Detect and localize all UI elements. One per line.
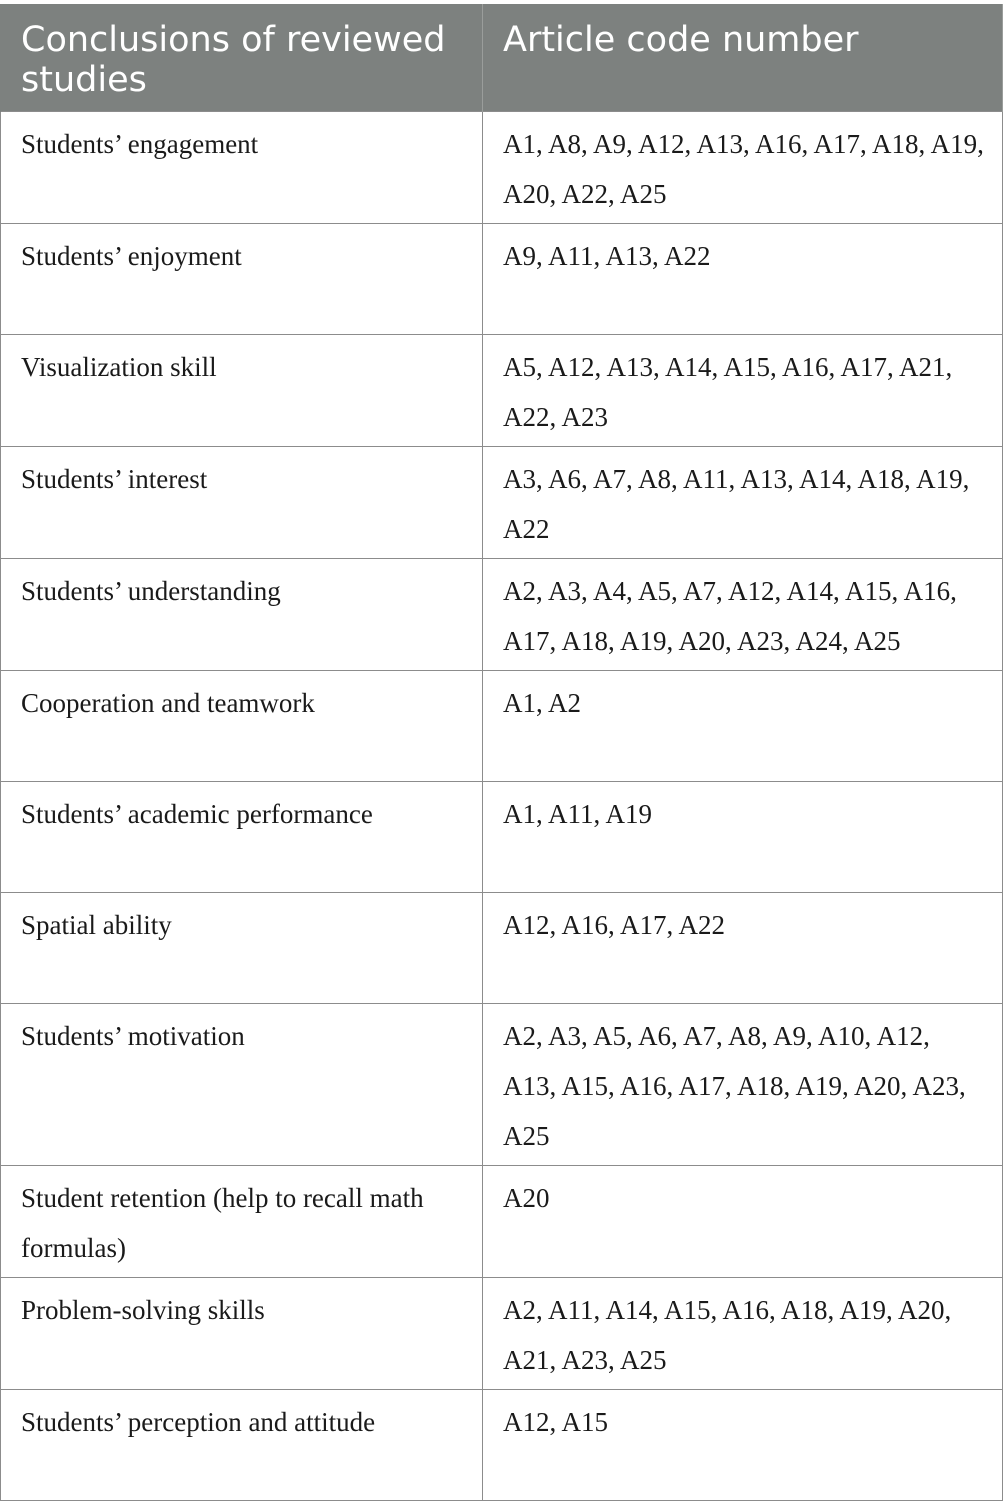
article-codes-cell: A9, A11, A13, A22 — [483, 224, 1003, 335]
table-row — [1, 1278, 1003, 1390]
article-codes-cell: A2, A3, A5, A6, A7, A8, A9, A10, A12, A13, A15, A16, A17, A18, A19, A20, A23, A25 — [483, 1004, 1003, 1166]
article-codes-cell: A1, A2 — [483, 671, 1003, 782]
conclusion-cell: Student retention (help to recall math formulas) — [1, 1166, 483, 1278]
article-codes-cell: A12, A16, A17, A22 — [483, 893, 1003, 1004]
header-row — [1, 4, 1003, 112]
article-codes-cell: A2, A3, A4, A5, A7, A12, A14, A15, A16, A17, A18, A19, A20, A23, A24, A25 — [483, 559, 1003, 671]
table-row — [1, 671, 1003, 782]
table-row — [1, 893, 1003, 1004]
table-row — [1, 447, 1003, 559]
table-row — [1, 1390, 1003, 1501]
conclusion-cell: Cooperation and teamwork — [1, 671, 483, 782]
table-row — [1, 559, 1003, 671]
table-row — [1, 1166, 1003, 1278]
conclusion-cell: Spatial ability — [1, 893, 483, 1004]
conclusion-cell: Students’ enjoyment — [1, 224, 483, 335]
conclusion-cell: Visualization skill — [1, 335, 483, 447]
conclusion-cell: Problem-solving skills — [1, 1278, 483, 1390]
table-row — [1, 782, 1003, 893]
header-article-code: Article code number — [483, 4, 1003, 112]
article-codes-cell: A1, A8, A9, A12, A13, A16, A17, A18, A19, A20, A22, A25 — [483, 112, 1003, 224]
conclusion-cell: Students’ understanding — [1, 559, 483, 671]
table-body — [1, 112, 1003, 1501]
table-header — [1, 4, 1003, 112]
article-codes-cell: A2, A11, A14, A15, A16, A18, A19, A20, A21, A23, A25 — [483, 1278, 1003, 1390]
conclusion-cell: Students’ academic performance — [1, 782, 483, 893]
table-row — [1, 1004, 1003, 1166]
table-row — [1, 224, 1003, 335]
conclusion-cell: Students’ engagement — [1, 112, 483, 224]
conclusion-cell: Students’ motivation — [1, 1004, 483, 1166]
article-codes-cell: A1, A11, A19 — [483, 782, 1003, 893]
table-row — [1, 335, 1003, 447]
article-codes-cell: A5, A12, A13, A14, A15, A16, A17, A21, A22, A23 — [483, 335, 1003, 447]
conclusion-cell: Students’ interest — [1, 447, 483, 559]
table-row — [1, 112, 1003, 224]
article-codes-cell: A12, A15 — [483, 1390, 1003, 1501]
article-codes-cell: A3, A6, A7, A8, A11, A13, A14, A18, A19, A22 — [483, 447, 1003, 559]
header-conclusions: Conclusions of reviewed studies — [1, 4, 483, 112]
conclusions-table — [0, 4, 1003, 1501]
article-codes-cell: A20 — [483, 1166, 1003, 1278]
conclusion-cell: Students’ perception and attitude — [1, 1390, 483, 1501]
